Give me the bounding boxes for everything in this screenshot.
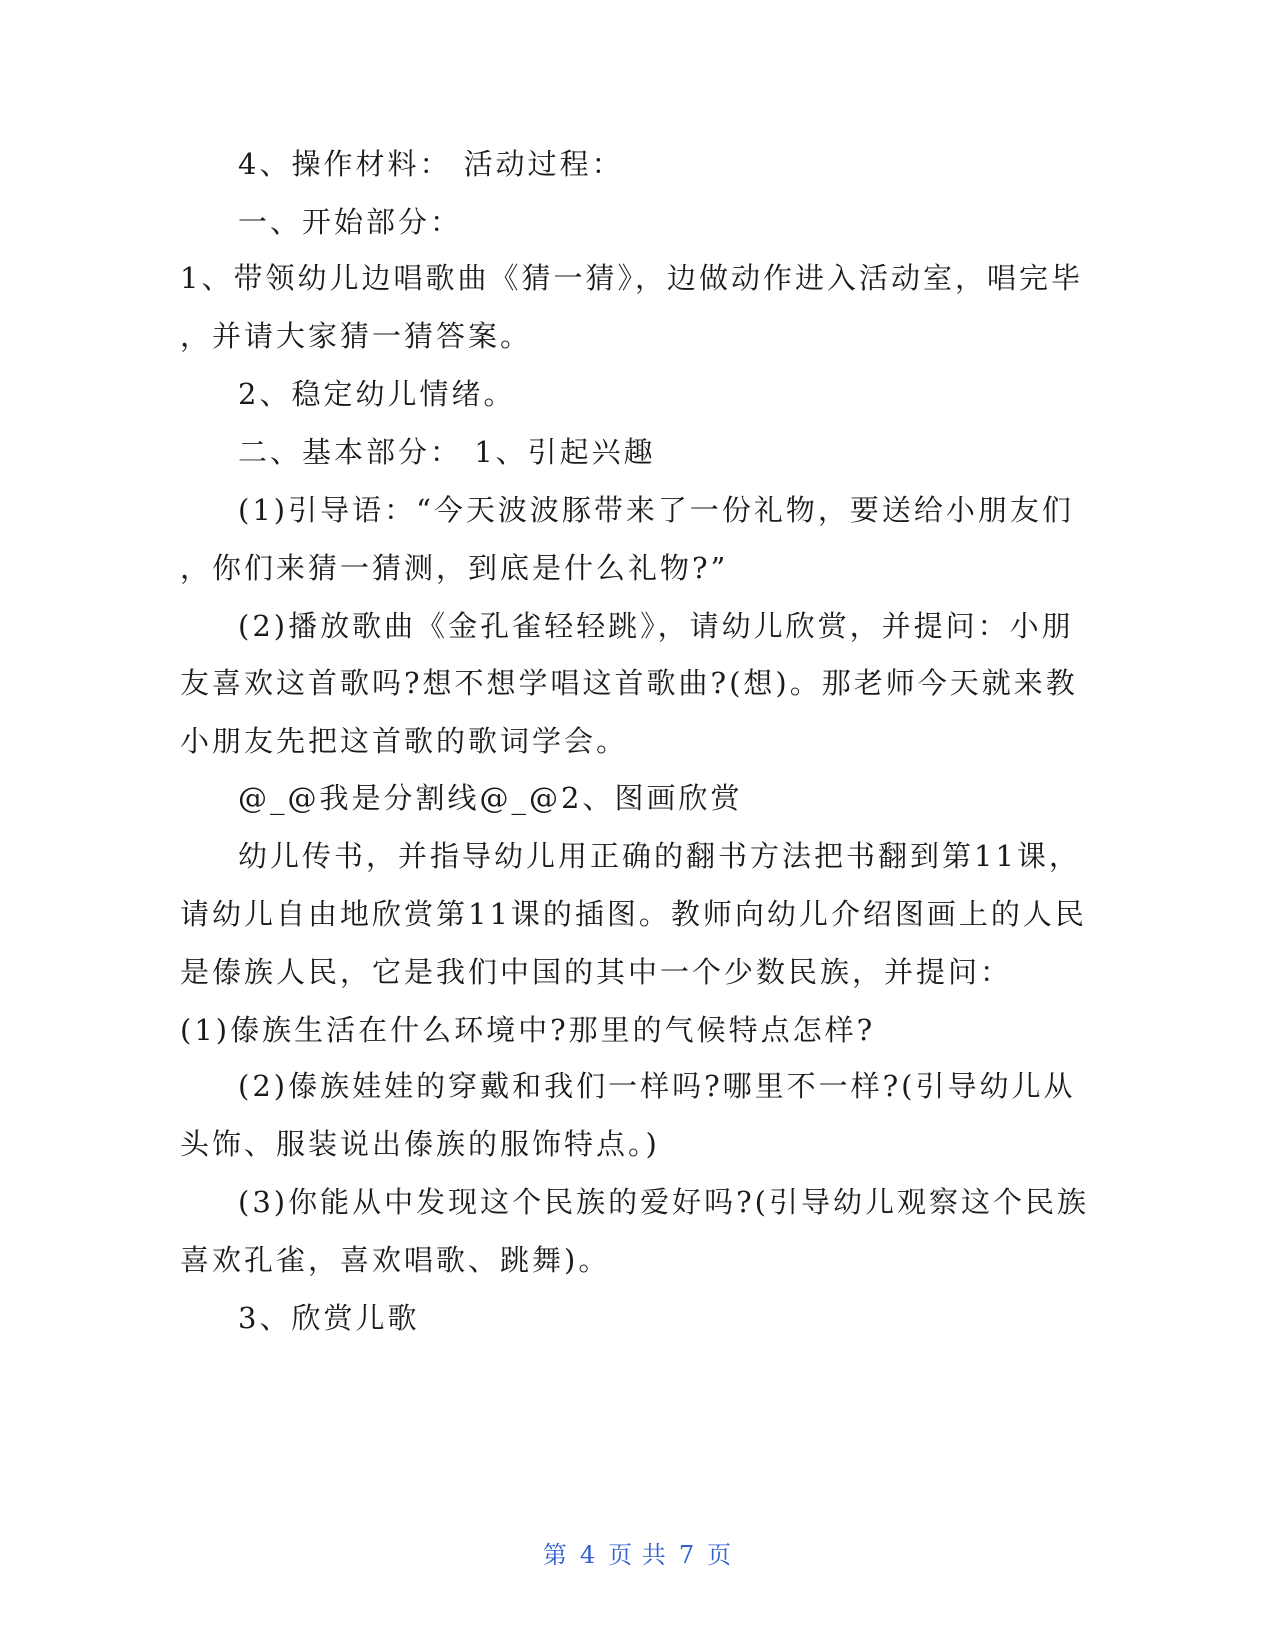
text-line: 小朋友先把这首歌的歌词学会。 bbox=[180, 724, 629, 758]
text-line: 喜欢孔雀，喜欢唱歌、跳舞)。 bbox=[180, 1243, 611, 1277]
total-pages: 7 bbox=[678, 1541, 696, 1569]
text-line: 友喜欢这首歌吗?想不想学唱这首歌曲?(想)。那老师今天就来教 bbox=[180, 666, 1078, 700]
text-line: @_@我是分割线@_@2、图画欣赏 bbox=[238, 781, 743, 815]
text-line: 4、操作材料： 活动过程： bbox=[238, 147, 624, 181]
text-line: 1、带领幼儿边唱歌曲《猜一猜》，边做动作进入活动室，唱完毕 bbox=[180, 261, 1083, 295]
text-line: 二、基本部分： 1、引起兴趣 bbox=[238, 435, 656, 469]
text-line: 2、稳定幼儿情绪。 bbox=[238, 377, 516, 411]
footer-prefix: 第 bbox=[542, 1541, 568, 1569]
text-line: (3)你能从中发现这个民族的爱好吗?(引导幼儿观察这个民族 bbox=[238, 1185, 1089, 1219]
text-line: (1)傣族生活在什么环境中?那里的气候特点怎样? bbox=[180, 1013, 876, 1047]
text-line: 请幼儿自由地欣赏第11课的插图。教师向幼儿介绍图画上的人民 bbox=[180, 897, 1087, 931]
footer-suffix: 页 bbox=[707, 1541, 733, 1569]
text-line: ，你们来猜一猜测，到底是什么礼物?” bbox=[180, 551, 729, 585]
text-line: (2)傣族娃娃的穿戴和我们一样吗?哪里不一样?(引导幼儿从 bbox=[238, 1069, 1076, 1103]
text-line: 幼儿传书，并指导幼儿用正确的翻书方法把书翻到第11课， bbox=[238, 839, 1081, 873]
page-number: 4 bbox=[579, 1541, 597, 1569]
text-line: ，并请大家猜一猜答案。 bbox=[180, 319, 533, 353]
footer-mid: 页 共 bbox=[608, 1541, 667, 1569]
text-line: (1)引导语：“今天波波豚带来了一份礼物，要送给小朋友们 bbox=[238, 493, 1074, 527]
text-line: 头饰、服装说出傣族的服饰特点。) bbox=[180, 1127, 660, 1161]
text-line: 是傣族人民，它是我们中国的其中一个少数民族，并提问： bbox=[180, 955, 1013, 989]
text-line: 3、欣赏儿歌 bbox=[238, 1301, 420, 1335]
page-footer bbox=[0, 1540, 1275, 1570]
text-line: 一、开始部分： bbox=[238, 205, 463, 239]
text-line: (2)播放歌曲《金孔雀轻轻跳》，请幼儿欣赏，并提问：小朋 bbox=[238, 609, 1074, 643]
